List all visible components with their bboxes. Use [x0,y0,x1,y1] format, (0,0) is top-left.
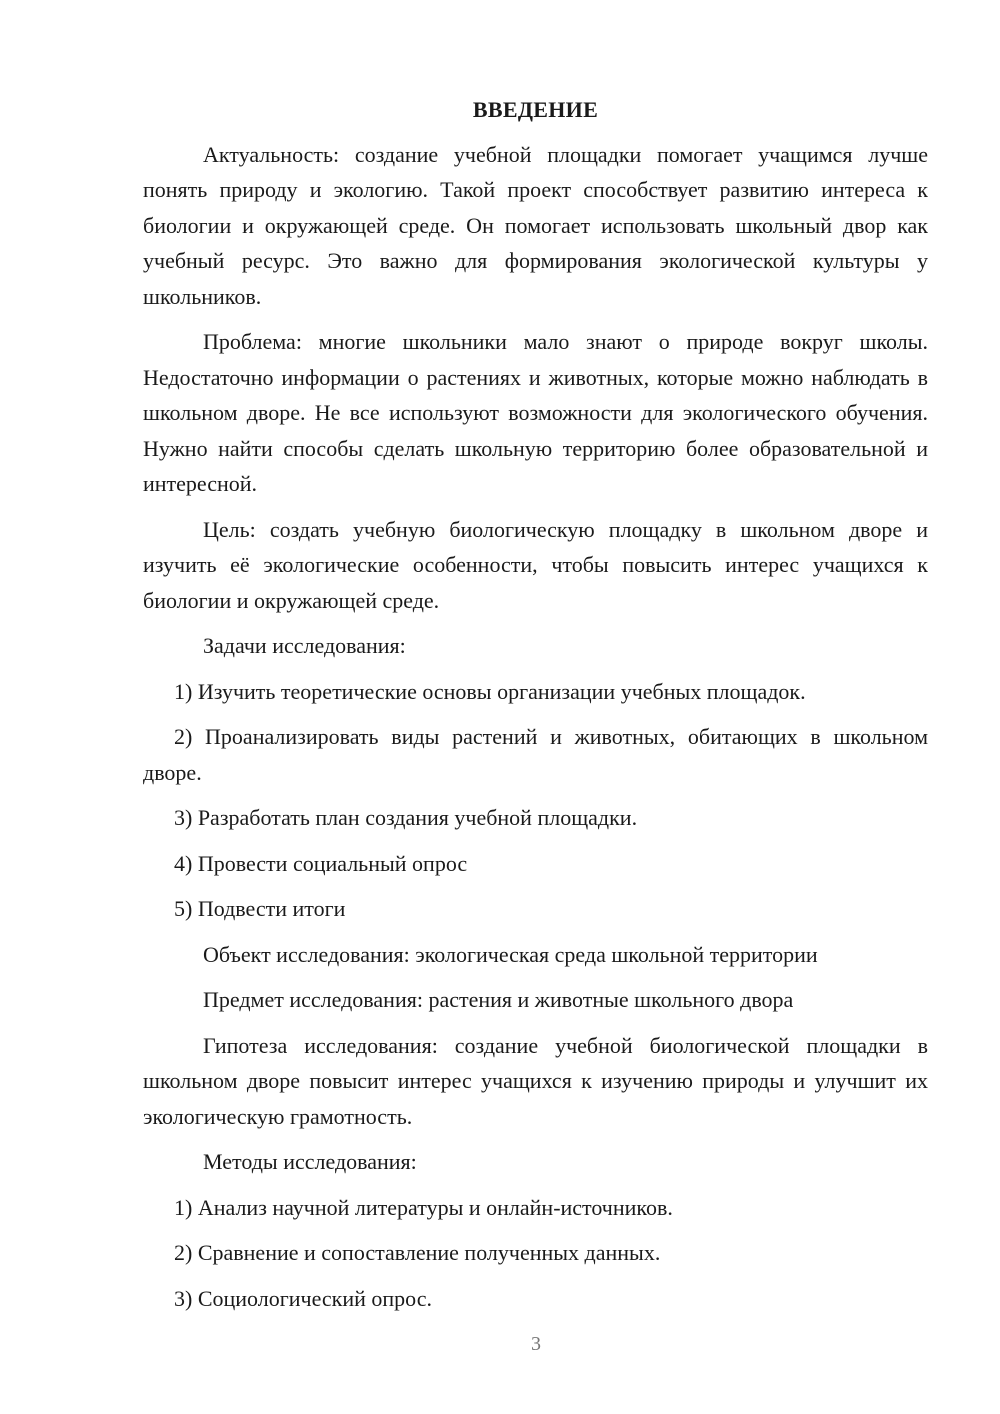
object-line: Объект исследования: экологическая среда школьной территории [203,941,818,967]
list-item: 5) Подвести итоги [174,896,346,921]
list-item: 2) Проанализировать виды растений и животных, обитающих в школьном дворе. [143,724,928,785]
list-item: 4) Провести социальный опрос [174,850,468,876]
list-item: 3) Разработать план создания учебной площадки. [174,805,638,830]
problem-paragraph: Проблема: многие школьники мало знают о природе вокруг школы. Недостаточно информации о растениях и животных, которые можно наблюдать в школьном дворе. Не все используют возможности для экологического обучения. Нужно найти способы сделать школьную территорию более образовательной и интересной. [143,329,928,496]
goal-paragraph: Цель: создать учебную биологическую площадку в школьном дворе и изучить её экологические особенности, чтобы повысить интерес учащихся к биологии и окружающей среде. [143,516,928,613]
list-item: 1) Изучить теоретические основы организации учебных площадок. [174,678,806,704]
methods-heading: Методы исследования: [203,1149,417,1174]
subject-line: Предмет исследования: растения и животные школьного двора [203,987,794,1012]
page-number: 3 [531,1333,541,1355]
document-page [143,92,928,1326]
tasks-heading: Задачи исследования: [203,633,406,658]
list-item: 1) Анализ научной литературы и онлайн-источников. [174,1194,673,1220]
page-title: ВВЕДЕНИЕ [472,97,599,122]
hypothesis-paragraph: Гипотеза исследования: создание учебной биологической площадки в школьном дворе повысит интерес учащихся к изучению природы и улучшит их экологическую грамотность. [143,1032,928,1129]
list-item: 3) Социологический опрос. [174,1285,432,1311]
methods-list [143,1190,928,1317]
tasks-list [143,674,928,927]
list-item: 2) Сравнение и сопоставление полученных данных. [174,1240,661,1265]
actuality-paragraph: Актуальность: создание учебной площадки помогает учащимся лучше понять природу и экологию. Такой проект способствует развитию интереса к биологии и окружающей среде. Он помогает использовать школьный двор как учебный ресурс. Это важно для формирования экологической культуры у школьников. [143,141,928,309]
